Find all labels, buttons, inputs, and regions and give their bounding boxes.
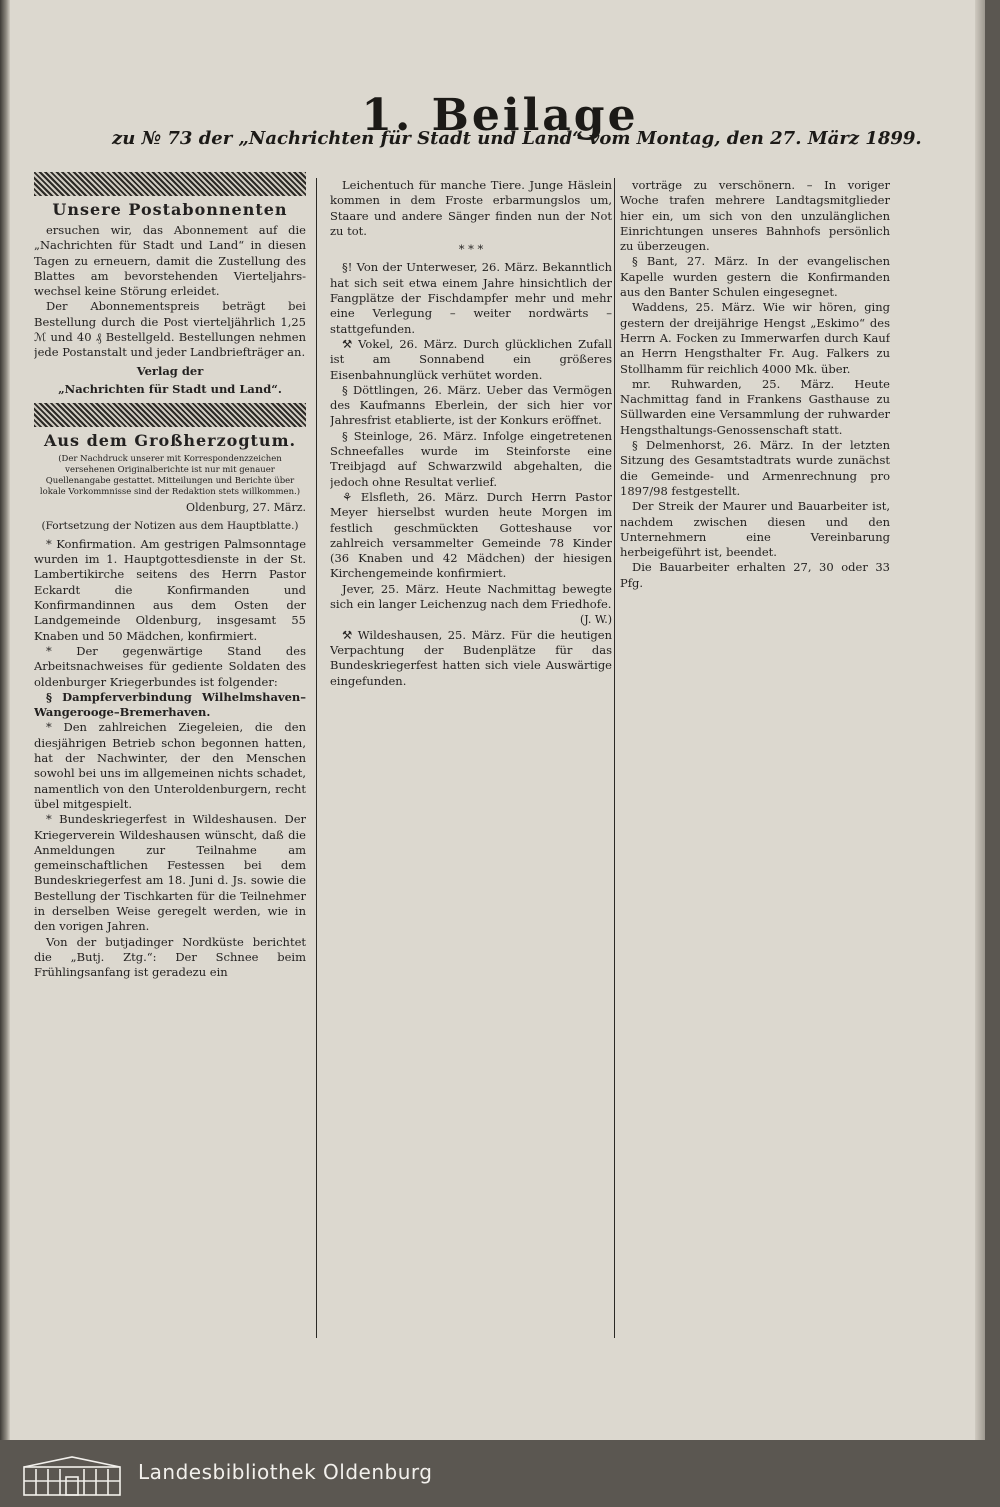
page-edge: [975, 0, 985, 1440]
article-unterweser: §! Von der Unterweser, 26. März. Bekanntlich hat sich seit etwa einem Jahre hinsichtlich der Fangplätze der Fischdampfer mehr und mehr eine Verlegung – weiter nordwärts – stattgefunden.: [330, 260, 612, 336]
notice-body: ersuchen wir, das Abonnement auf die „Nachrichten für Stadt und Land“ in diesen Tagen zu erneuern, damit die Zustellung des Blattes am bevorstehenden Vierteljahrs-wechsel keine Störung erleidet.: [34, 223, 306, 299]
article-ruhwarden: mr. Ruhwarden, 25. März. Heute Nachmittag fand in Frankens Gasthause zu Süllwarden eine Versammlung der ruhwarder Hengsthaltungs-Genossenschaft statt.: [620, 376, 890, 437]
continuation-note: (Fortsetzung der Notizen aus dem Hauptblatte.): [41, 519, 299, 532]
article-doettlingen: § Döttlingen, 26. März. Ueber das Vermögen des Kaufmanns Eberlein, der sich hier vor Jahresfrist etablierte, ist der Konkurs eröffnet.: [330, 382, 612, 428]
article-elsfleth: ⚘ Elsfleth, 26. März. Durch Herrn Pastor Meyer hierselbst wurden heute Morgen im festlich geschmückten Gotteshause vor zahlreich versammelter Gemeinde 78 Kinder (36 Knaben und 42 Mädchen) der hiesigen Kirchengemeinde konfirmiert.: [330, 489, 612, 581]
jever-signature: (J. W.): [579, 613, 612, 627]
article-dampferverbindung: § Dampferverbindung Wilhelmshaven–Wangerooge–Bremerhaven.: [34, 689, 306, 720]
section-divider: * * *: [458, 242, 484, 257]
publisher-line-2: „Nachrichten für Stadt und Land“.: [58, 381, 282, 396]
article-nordkueste: Von der butjadinger Nordküste berichtet die „Butj. Ztg.“: Der Schnee beim Frühlingsanfang ist geradezu ein: [34, 934, 306, 980]
article-delmenhorst: § Delmenhorst, 26. März. In der letzten Sitzung des Gesamtstadtrats wurde zunächst die Gemeinde- und Armenrechnung pro 1897/98 festgestellt.: [620, 438, 890, 498]
section-title: Aus dem Großherzogtum.: [43, 431, 297, 451]
article-vokel: ⚒ Vokel, 26. März. Durch glücklichen Zufall ist am Sonnabend ein größeres Eisenbahnunglück verhütet worden.: [330, 336, 612, 382]
article-bauarbeiter: Die Bauarbeiter erhalten 27, 30 oder 33 Pfg.: [620, 560, 890, 590]
column-left: [34, 172, 306, 1350]
article-steinloge: § Steinloge, 26. März. Infolge eingetretenen Schneefalles wurde im Steinforste eine Treibjagd auf Schwarzwild abgehalten, die jedoch ohne Resultat verlief.: [330, 428, 612, 489]
article-bundeskriegerfest: * Bundeskriegerfest in Wildeshausen. Der Kriegerverein Wildeshausen wünscht, daß die Anmeldungen zur Teilnahme am gemeinschaftlichen Festessen bei dem Bundeskriegerfest am 18. Juni d. Js. sowie die Bestellung der Tischkarten für die Teilnehmer in derselben Weise geregelt werden, wie in den vorigen Jahren.: [34, 812, 306, 934]
article-konfirmation: * Konfirmation. Am gestrigen Palmsonntage wurden im 1. Hauptgottesdienste in der St. Lambertikirche seitens des Herrn Pastor Eckardt die Konfirmanden und Konfirmandinnen aus dem Osten der Landgemeinde Oldenburg, insgesamt 55 Knaben und 50 Mädchen, konfirmiert.: [34, 536, 306, 643]
article-waddens: Waddens, 25. März. Wie wir hören, ging gestern der dreijährige Hengst „Eskimo“ des Herrn A. Focken zu Immerwarfen durch Kauf an Herrn Hengsthalter Fr. Aug. Falkers zu Stollhamm für reichlich 4000 Mk. über.: [620, 300, 890, 376]
column-continuation-text: Leichentuch für manche Tiere. Junge Häslein kommen in dem Froste erbarmungslos um, Staare und andere Sänger finden nun der Not zu tot.: [330, 178, 612, 238]
binding-gutter: [0, 0, 10, 1440]
library-building-icon: [22, 1455, 122, 1497]
notice-title: Unsere Postabonnenten: [52, 200, 288, 219]
section-note: (Der Nachdruck unserer mit Korrespondenzzeichen versehenen Originalberichte ist nur mit genauer Quellenangabe gestattet. Mitteilungen und Berichte über lokale Vorkommnisse sind der Redaktion stets willkommen.): [39, 454, 301, 498]
publisher-line-1: Verlag der: [136, 363, 204, 378]
column-rule-left: [316, 178, 317, 1338]
notice-body-2: Der Abonnementspreis beträgt bei Bestellung durch die Post vierteljährlich 1,25 ℳ und 40 ₰ Bestellgeld. Bestellungen nehmen jede Postanstalt und jeder Landbriefträger an.: [34, 299, 306, 360]
supplement-title: 1. Beilage: [361, 90, 639, 141]
article-wildeshausen: ⚒ Wildeshausen, 25. März. Für die heutigen Verpachtung der Budenplätze für das Bundeskriegerfest hatten sich viele Auswärtige eingefunden.: [330, 627, 612, 688]
article-streik: Der Streik der Maurer und Bauarbeiter ist, nachdem zwischen diesen und den Unternehmern eine Vereinbarung herbeigeführt ist, beendet.: [620, 499, 890, 560]
supplement-subtitle: zu № 73 der „Nachrichten für Stadt und Land“ vom Montag, den 27. März 1899.: [112, 128, 922, 149]
article-bant: § Bant, 27. März. In der evangelischen Kapelle wurden gestern die Konfirmanden aus den Banter Schulen eingesegnet.: [620, 254, 890, 300]
notice-banner-bottom: [34, 403, 306, 427]
article-arbeitsnachweis: * Der gegenwärtige Stand des Arbeitsnachweises für gediente Soldaten des oldenburger Kriegerbundes ist folgender:: [34, 643, 306, 689]
article-ziegeleien: * Den zahlreichen Ziegeleien, die den diesjährigen Betrieb schon begonnen hatten, hat der Nachwinter, der den Menschen sowohl bei uns im allgemeinen nichts schadet, namentlich von den Unteroldenburgern, recht übel mitgespielt.: [34, 720, 306, 811]
article-jever: Jever, 25. März. Heute Nachmittag bewegte sich ein langer Leichenzug nach dem Friedhofe.: [330, 581, 612, 612]
library-name: Landesbibliothek Oldenburg: [138, 1460, 433, 1484]
notice-banner-top: [34, 172, 306, 196]
column-right: [620, 178, 890, 1330]
column-middle: [330, 178, 612, 1338]
column-rule-right: [614, 178, 615, 1338]
dateline: Oldenburg, 27. März.: [186, 501, 306, 515]
column-continuation-text: vorträge zu verschönern. – In voriger Woche trafen mehrere Landtagsmitglieder hier ein, um sich von den unzulänglichen Einrichtungen unseres Bahnhofs persönlich zu überzeugen.: [620, 178, 890, 254]
